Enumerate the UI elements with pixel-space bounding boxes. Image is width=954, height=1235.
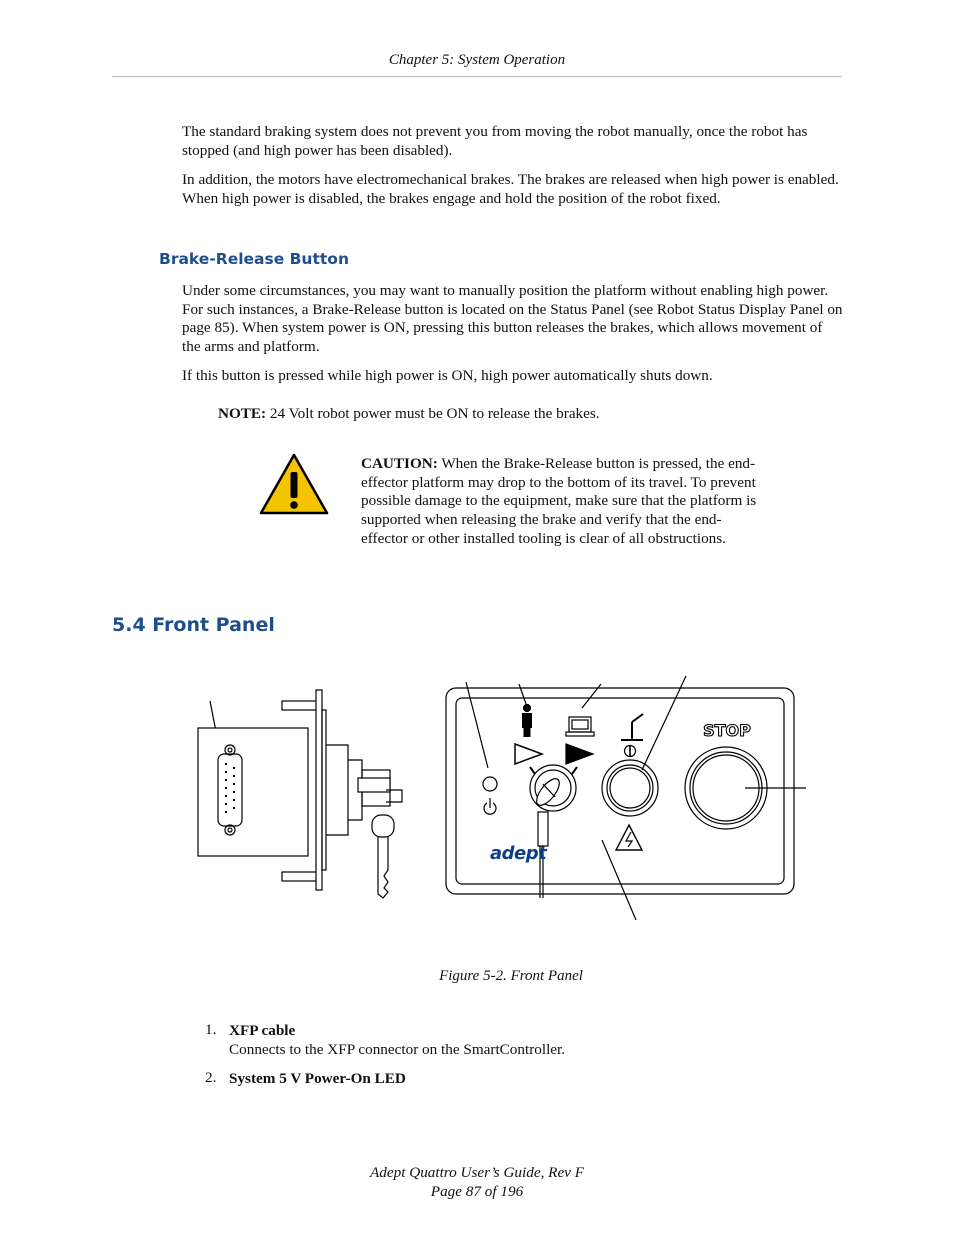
key-bow-icon [372,815,394,837]
figure-caption: Figure 5-2. Front Panel [439,968,583,984]
stop-label: STOP [703,721,751,740]
caution-label: CAUTION: [361,455,438,472]
list-item-title: XFP cable [229,1022,296,1039]
power-icon [484,798,496,814]
list-item-number: 2. [205,1069,217,1086]
caution-block [361,455,761,549]
callout-line-manual-mode [519,684,526,704]
list-item-description: Connects to the XFP connector on the SmartController. [229,1041,566,1058]
paragraph-high-power-shutdown: If this button is pressed while high power is ON, high power automatically shuts down. [182,367,713,384]
adept-logo: adept [490,843,547,864]
list-item-title: System 5 V Power-On LED [229,1070,406,1087]
note-label: NOTE: [218,405,267,422]
key-tick-right [572,767,577,774]
warning-triangle-icon [258,452,330,516]
power-on-led [483,777,497,791]
key-tick-left [530,767,535,774]
paragraph-electromechanical-brakes: In addition, the motors have electromechanical brakes. The brakes are released when high power is enabled. When high power is disabled, the brakes engage and hold the position of the robot fixed. [182,171,839,207]
front-panel-front-view [430,670,820,930]
manual-mode-icon [515,705,542,765]
callout-line-power-led [466,682,488,768]
header-rule [112,76,842,77]
connector-housing [198,728,308,856]
high-power-button [602,760,658,816]
high-power-arm-icon [621,714,643,757]
note-text: 24 Volt robot power must be ON to release the brakes. [266,405,600,422]
note [218,405,600,423]
footer-guide-title: Adept Quattro User’s Guide, Rev F [370,1164,584,1181]
paragraph-brake-release: Under some circumstances, you may want to manually position the platform without enabling high power. For such instances, a Brake-Release button is located on the Status Panel (see Robot Status Display Panel on page 85). When system power is ON, pressing this button releases the brakes, which allows movement of the arms and platform. [182,282,843,356]
callout-line-high-power [642,676,686,770]
keyswitch-icon [530,765,576,898]
list-item-number: 1. [205,1021,217,1038]
heading-brake-release-button: Brake-Release Button [159,250,349,268]
caution-text: When the Brake-Release button is pressed, the end-effector platform may drop to the bottom of its travel. To prevent possible damage to the equipment, make sure that the platform is supported when releasing the brake and verify that the end-effector or other installed tooling is clear of all obstructions. [361,455,757,547]
front-panel-side-view [190,670,420,910]
footer-page-number: Page 87 of 196 [430,1183,524,1200]
computer-mode-icon [566,717,594,764]
electrical-hazard-icon [616,825,642,850]
page-header: Chapter 5: System Operation [388,52,566,68]
paragraph-braking-system: The standard braking system does not prevent you from moving the robot manually, once the robot has stopped (and high power has been disabled). [182,123,808,159]
callout-line-key [602,840,636,920]
heading-front-panel: 5.4 Front Panel [112,614,275,636]
